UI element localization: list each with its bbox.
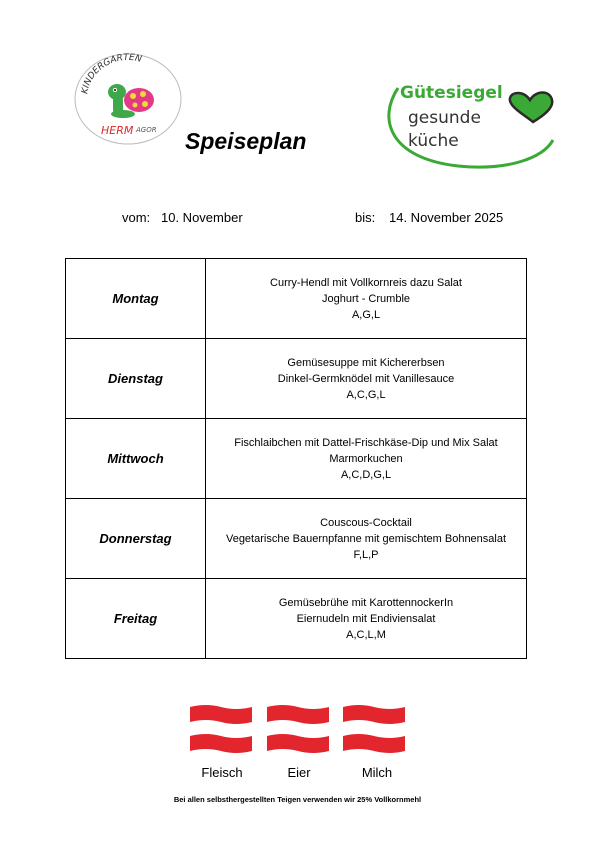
date-from-value: 10. November [161,210,243,225]
allergen-codes: A,C,L,M [346,628,386,641]
day-cell: Dienstag [66,339,206,419]
day-cell: Donnerstag [66,499,206,579]
page-title: Speiseplan [185,128,307,154]
origin-label-meat: Fleisch [201,765,243,780]
dish-cell [206,499,527,579]
day-cell: Mittwoch [66,419,206,499]
dish-cell [206,339,527,419]
dish-line: Gemüsebrühe mit KarottennockerIn [278,596,454,609]
table-row [66,339,527,419]
table-row [66,259,527,339]
allergen-codes: A,G,L [351,308,381,321]
date-to-value: 14. November 2025 [389,210,504,225]
svg-text:Gütesiegel: Gütesiegel [400,83,503,103]
allergen-codes: A,C,G,L [346,388,386,401]
austria-flag-icon [188,703,254,755]
dish-cell [206,259,527,339]
svg-text:küche: küche [408,131,459,151]
svg-text:gesunde: gesunde [408,108,481,128]
dish-line: Marmorkuchen [329,452,403,465]
origin-label-eggs: Eier [287,765,311,780]
dish-cell [206,419,527,499]
footnote: Bei allen selbsthergestellten Teigen verwenden wir 25% Vollkornmehl [173,795,422,804]
table-row [66,579,527,659]
guetesiegel-gesunde-kueche-logo [378,78,566,173]
austria-flag-icon [341,703,407,755]
table-row [66,499,527,579]
dish-line: Joghurt - Crumble [321,292,411,305]
svg-text:HERM: HERM [101,124,134,137]
dish-line: Curry-Hendl mit Vollkornreis dazu Salat [270,276,462,289]
dish-line: Couscous-Cocktail [320,516,412,529]
allergen-codes: F,L,P [353,548,379,561]
day-cell: Freitag [66,579,206,659]
date-from-label: vom: [122,210,151,225]
dish-line: Eiernudeln mit Endiviensalat [296,612,436,625]
dish-line: Fischlaibchen mit Dattel-Frischkäse-Dip und Mix Salat [234,436,498,449]
date-to-label: bis: [355,210,376,225]
menu-table [65,258,527,659]
dish-line: Vegetarische Bauernpfanne mit gemischtem Bohnensalat [225,532,507,545]
svg-text:AGOR: AGOR [136,126,157,134]
origin-label-milk: Milch [361,765,393,780]
svg-text:KINDERGARTEN: KINDERGARTEN [80,52,143,95]
dish-cell [206,579,527,659]
kindergarten-hermagor-logo [73,52,183,146]
allergen-codes: A,C,D,G,L [340,468,392,481]
austria-flag-icon [265,703,331,755]
dish-line: Gemüsesuppe mit Kichererbsen [287,356,445,369]
table-row [66,419,527,499]
heart-icon [510,93,552,123]
day-cell: Montag [66,259,206,339]
dish-line: Dinkel-Germknödel mit Vanillesauce [277,372,455,385]
